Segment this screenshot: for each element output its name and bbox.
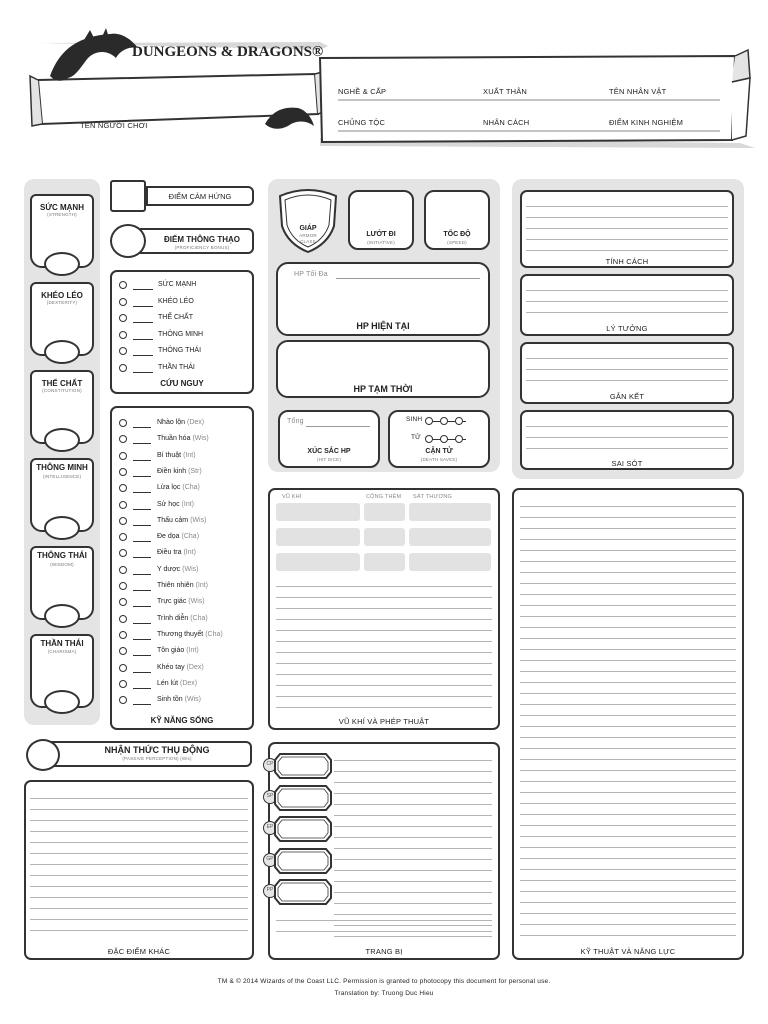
armor-label: GIÁP <box>299 225 317 232</box>
skill-proficiency[interactable] <box>119 582 127 590</box>
ability-name: THÔNG MINH <box>36 463 88 472</box>
attack-bonus-cell[interactable] <box>364 503 405 521</box>
death-success-label: SINH <box>406 416 423 423</box>
ability-name: SỨC MẠNH <box>40 203 84 212</box>
saving-throw-label: THÔNG THÁI <box>158 347 202 354</box>
death-fail-2[interactable] <box>440 435 448 443</box>
death-saves-label-en: (DEATH SAVES) <box>420 457 458 462</box>
skill-proficiency[interactable] <box>119 419 127 427</box>
skill-label: Khéo tay (Dex) <box>157 663 204 671</box>
saving-throw-proficiency[interactable] <box>119 331 127 339</box>
ability-name-en: (DEXTERITY) <box>46 300 78 305</box>
skill-value-line <box>133 639 151 640</box>
coin-slot[interactable] <box>274 815 332 843</box>
footer-translation: Translation by: Truong Duc Hieu <box>334 990 434 997</box>
passive-perception-input[interactable] <box>26 739 60 771</box>
other-traits-title: ĐẶC ĐIỂM KHÁC <box>107 947 171 956</box>
skill-label: Trực giác (Wis) <box>157 598 205 606</box>
saving-throw-value-line <box>133 322 153 323</box>
footer-copyright: TM & © 2014 Wizards of the Coast LLC. Permission is granted to photocopy this document for personal use. <box>217 978 551 985</box>
skill-label: Thuần hóa (Wis) <box>157 435 209 443</box>
proficiency-label-en: (PROFICIENCY BONUS) <box>174 245 230 250</box>
death-saves-label: CẬN TỬ <box>425 448 453 455</box>
death-success-2[interactable] <box>440 417 448 425</box>
skill-label: Đe dọa (Cha) <box>157 533 200 541</box>
skill-label: Y dược (Wis) <box>157 565 199 573</box>
skill-label: Lừa lọc (Cha) <box>157 484 200 492</box>
skill-label: Sử học (Int) <box>157 500 194 508</box>
saving-throw-label: THÔNG MINH <box>158 330 204 338</box>
skill-value-line <box>133 590 151 591</box>
skill-proficiency[interactable] <box>119 452 127 460</box>
ideals-lines <box>526 280 728 322</box>
ability-name: THẦN THÁI <box>40 639 84 648</box>
coin-label: CP <box>266 761 274 767</box>
attacks-lines <box>276 576 492 712</box>
background-label: XUẤT THÂN <box>483 87 528 96</box>
skill-proficiency[interactable] <box>119 501 127 509</box>
skills-title: KỸ NĂNG SỐNG <box>150 716 214 725</box>
saving-throw-proficiency[interactable] <box>119 364 127 372</box>
coin-label: SP <box>266 792 274 799</box>
other-traits-lines <box>30 788 248 938</box>
skill-label: Bí thuật (Int) <box>157 451 196 459</box>
flaws-lines <box>526 416 728 456</box>
skill-label: Điền kinh (Str) <box>157 467 202 475</box>
skill-proficiency[interactable] <box>119 631 127 639</box>
skill-value-line <box>133 476 151 477</box>
proficiency-bonus-input[interactable] <box>110 224 146 258</box>
alignment-label: NHÂN CÁCH <box>483 118 530 127</box>
ability-name-en: (WISDOM) <box>50 562 74 567</box>
death-fail-label: TỬ <box>411 434 421 441</box>
character-name-label: TÊN NHÂN VẬT <box>609 87 667 96</box>
hit-dice-total-line <box>306 426 370 427</box>
skill-value-line <box>133 704 151 705</box>
initiative-label-en: (INITIATIVE) <box>367 240 395 245</box>
saving-throw-proficiency[interactable] <box>119 347 127 355</box>
bonds-label: GẮN KẾT <box>609 392 645 401</box>
skill-label: Tôn giáo (Int) <box>157 647 199 655</box>
saving-throw-label: THẦN THÁI <box>158 363 195 371</box>
ability-name-en: (CONSTITUTION) <box>42 388 82 393</box>
attack-damage-cell[interactable] <box>409 528 491 546</box>
attack-bonus-cell[interactable] <box>364 528 405 546</box>
skill-value-line <box>133 443 151 444</box>
coin-label: PP <box>266 887 274 893</box>
armor-label-en2: CLASS <box>300 239 316 244</box>
attack-name-cell[interactable] <box>276 553 360 571</box>
equipment-title: TRANG BỊ <box>365 947 403 956</box>
hp-temp-label: HP TẠM THỜI <box>353 384 413 394</box>
saving-throws-title: CỨU NGUY <box>160 379 204 388</box>
speed-label-en: (SPEED) <box>447 240 467 245</box>
saving-throw-value-line <box>133 372 153 373</box>
attack-name-cell[interactable] <box>276 528 360 546</box>
ability-name-en: (CHARISMA) <box>47 649 77 654</box>
skill-value-line <box>133 492 151 493</box>
hp-max-label: HP Tối Đa <box>294 271 328 278</box>
proficiency-label: ĐIỂM THÔNG THẠO <box>164 235 240 244</box>
ability-name: KHÉO LÉO <box>41 291 83 300</box>
saving-throw-value-line <box>133 355 153 356</box>
saving-throw-proficiency[interactable] <box>119 298 127 306</box>
saving-throw-value-line <box>133 289 153 290</box>
saving-throw-label: KHÉO LÉO <box>158 297 194 305</box>
experience-label: ĐIỂM KINH NGHIỆM <box>609 118 684 127</box>
attacks-title: VŨ KHÍ VÀ PHÉP THUẬT <box>338 717 430 726</box>
skill-value-line <box>133 460 151 461</box>
skill-label: Lén lút (Dex) <box>157 679 198 687</box>
skill-value-line <box>133 427 151 428</box>
saving-throw-proficiency[interactable] <box>119 314 127 322</box>
skill-value-line <box>133 672 151 673</box>
personality-traits-lines <box>526 196 728 252</box>
inspiration-box[interactable] <box>110 180 146 212</box>
skill-value-line <box>133 623 151 624</box>
death-fail-3[interactable] <box>455 435 463 443</box>
skill-proficiency[interactable] <box>119 615 127 623</box>
skill-proficiency[interactable] <box>119 468 127 476</box>
hit-dice-label: XÚC SẮC HP <box>307 448 351 455</box>
death-success-1[interactable] <box>425 417 433 425</box>
ability-name-en: (INTELLIGENCE) <box>42 474 82 479</box>
coin-slot[interactable] <box>274 784 332 812</box>
coin-label: GP <box>266 855 274 862</box>
death-success-3[interactable] <box>455 417 463 425</box>
ability-modifier[interactable] <box>44 516 80 540</box>
ability-modifier[interactable] <box>44 252 80 276</box>
ability-name-en: (STRENGTH) <box>47 212 77 217</box>
skill-proficiency[interactable] <box>119 517 127 525</box>
skill-value-line <box>133 509 151 510</box>
skill-label: Thương thuyết (Cha) <box>157 630 223 638</box>
skill-value-line <box>133 606 151 607</box>
ability-modifier[interactable] <box>44 690 80 714</box>
hit-dice-total-label: Tổng <box>287 418 304 425</box>
coin-label: EP <box>266 824 274 830</box>
saving-throw-proficiency[interactable] <box>119 281 127 289</box>
ability-name: THỂ CHẤT <box>41 379 83 388</box>
features-title: KỸ THUẬT VÀ NĂNG LỰC <box>580 947 676 956</box>
attack-bonus-cell[interactable] <box>364 553 405 571</box>
attacks-header-name: VŨ KHÍ <box>282 494 302 500</box>
coin-slot[interactable] <box>274 752 332 780</box>
skill-proficiency[interactable] <box>119 680 127 688</box>
player-name-label: TÊN NGƯỜI CHƠI <box>80 121 148 130</box>
attack-damage-cell[interactable] <box>409 553 491 571</box>
death-fail-1[interactable] <box>425 435 433 443</box>
skill-value-line <box>133 655 151 656</box>
passive-perception-en: (PASSIVE PERCEPTION) (Wis) <box>122 756 192 761</box>
class-level-label: NGHỀ & CẤP <box>338 87 387 96</box>
bonds-lines <box>526 348 728 390</box>
skill-label: Nhào lộn (Dex) <box>157 419 205 426</box>
ability-modifier[interactable] <box>44 428 80 452</box>
skill-label: Điều tra (Int) <box>157 549 196 557</box>
hit-dice-label-en: (HIT DICE) <box>316 457 342 462</box>
skill-value-line <box>133 525 151 526</box>
personality-traits-label: TÍNH CÁCH <box>605 257 649 266</box>
skill-proficiency[interactable] <box>119 664 127 672</box>
saving-throw-value-line <box>133 339 153 340</box>
attack-name-cell[interactable] <box>276 503 360 521</box>
skill-proficiency[interactable] <box>119 566 127 574</box>
coin-slot[interactable] <box>274 847 332 875</box>
ability-name: THÔNG THÁI <box>37 551 87 560</box>
ideals-label: LÝ TƯỞNG <box>606 324 648 333</box>
features-lines <box>520 496 736 940</box>
skill-label: Thiên nhiên (Int) <box>157 582 208 589</box>
ability-modifier[interactable] <box>44 340 80 364</box>
race-label: CHỦNG TỘC <box>338 118 386 127</box>
equipment-lines-lower <box>276 910 492 942</box>
skill-value-line <box>133 541 151 542</box>
attack-damage-cell[interactable] <box>409 503 491 521</box>
skill-label: Trình diễn (Cha) <box>157 614 208 622</box>
ability-modifier[interactable] <box>44 604 80 628</box>
attacks-header-bonus: CỘNG THÊM <box>366 494 402 500</box>
hp-current-label: HP HIỆN TẠI <box>356 321 410 331</box>
inspiration-label: ĐIỂM CẢM HỨNG <box>168 192 232 201</box>
attacks-header-damage: SÁT THƯƠNG <box>413 494 453 500</box>
initiative-label: LƯỚT ĐI <box>366 231 396 238</box>
logo-title: DUNGEONS & DRAGONS® <box>132 44 324 60</box>
skill-value-line <box>133 688 151 689</box>
passive-perception-label: NHẬN THỨC THỤ ĐỘNG <box>104 745 210 755</box>
skill-value-line <box>133 557 151 558</box>
skill-label: Sinh tồn (Wis) <box>157 696 201 704</box>
flaws-label: SAI SÓT <box>611 459 643 468</box>
skill-value-line <box>133 574 151 575</box>
saving-throw-value-line <box>133 306 153 307</box>
speed-label: TỐC ĐỘ <box>443 231 471 238</box>
saving-throw-label: THỂ CHẤT <box>158 314 193 321</box>
hp-max-line <box>336 278 480 279</box>
saving-throw-label: SỨC MẠNH <box>158 281 197 288</box>
coin-slot[interactable] <box>274 878 332 906</box>
armor-label-en1: ARMOR <box>299 233 317 238</box>
skill-label: Thấu cảm (Wis) <box>157 516 207 524</box>
